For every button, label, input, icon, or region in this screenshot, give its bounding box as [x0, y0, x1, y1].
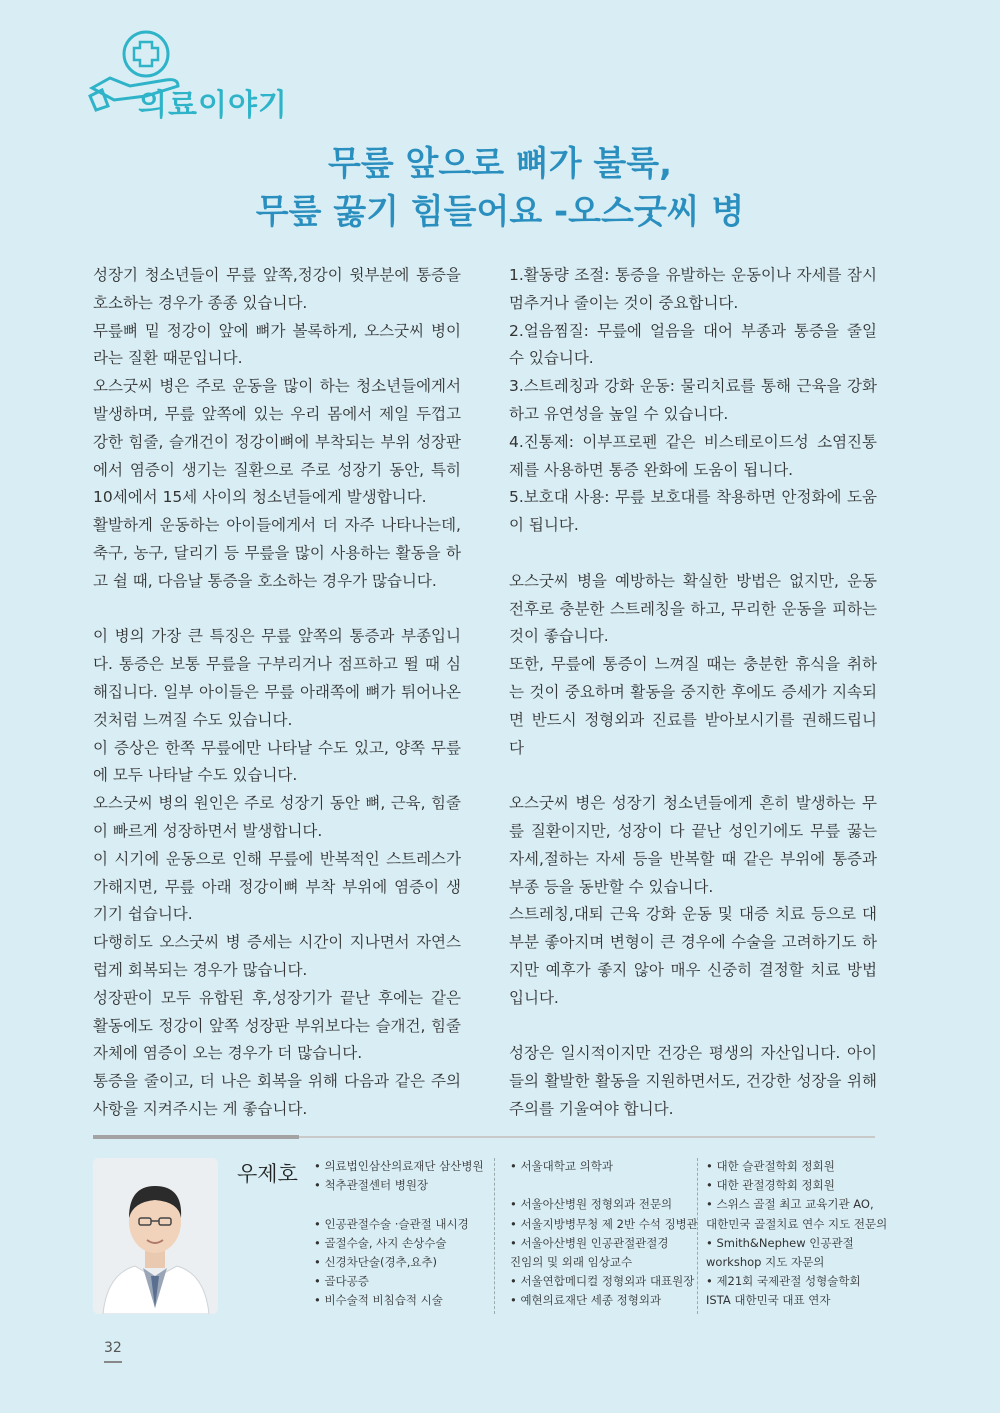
credential-item: • 신경차단술(경추,요추) — [314, 1255, 438, 1269]
doctor-photo — [93, 1158, 218, 1314]
paragraph: 이 병의 가장 큰 특징은 무릎 앞쪽의 통증과 부종입니다. 통증은 보통 무릎을 구부리거나 점프하고 뛸 때 심해집니다. 일부 아이들은 무릎 아래쪽에 뼈가 튀어나온 것처럼 느껴질 수도 있습니다. — [93, 627, 461, 729]
paragraph: 무릎뼈 밑 정강이 앞에 뼈가 볼록하게, 오스굿씨 병이라는 질환 때문입니다. — [93, 321, 461, 368]
paragraph: 또한, 무릎에 통증이 느껴질 때는 충분한 휴식을 취하는 것이 중요하며 활동을 중지한 후에도 증세가 지속되면 반드시 정형외과 진료를 받아보시기를 권해드립니다 — [509, 655, 877, 757]
paragraph: 4.진통제: 이부프로펜 같은 비스테로이드성 소염진통제를 사용하면 통증 완화에 도움이 됩니다. — [509, 432, 877, 479]
paragraph: 이 증상은 한쪽 무릎에만 나타날 수도 있고, 양쪽 무릎에 모두 나타날 수도 있습니다. — [93, 738, 461, 785]
divider-accent — [93, 1135, 299, 1139]
paragraph: 오스굿씨 병의 원인은 주로 성장기 동안 뼈, 근육, 힘줄이 빠르게 성장하면서 발생합니다. — [93, 794, 461, 840]
credential-item: • 대한 슬관절학회 정회원 — [706, 1159, 835, 1173]
doctor-info-col-2 — [510, 1157, 698, 1311]
page-number-underline — [104, 1361, 122, 1363]
credential-item: workshop 지도 자문의 — [706, 1255, 825, 1270]
paragraph-gap — [93, 596, 461, 624]
credential-item: • 서울아산병원 정형외과 전문의 — [510, 1197, 673, 1212]
credential-item: • 서울지방병무청 제 2반 수석 징병관 — [510, 1216, 698, 1231]
title-line-1: 무릎 앞으로 뼈가 불룩, — [327, 144, 673, 184]
paragraph: 다행히도 오스굿씨 병 증세는 시간이 지나면서 자연스럽게 회복되는 경우가 많습니다. — [93, 933, 461, 979]
separator — [697, 1158, 698, 1314]
list-spacer — [314, 1195, 484, 1214]
credential-item: • 서울대학교 의학과 — [510, 1159, 613, 1173]
credential-item: • 골절수술, 사지 손상수술 — [314, 1235, 447, 1250]
paragraph: 성장판이 모두 유합된 후,성장기가 끝난 후에는 같은 활동에도 정강이 앞쪽 성장판 부위보다는 슬개건, 힘줄 자체에 염증이 오는 경우가 더 많습니다. — [93, 988, 461, 1063]
credential-item: 대한민국 골절치료 연수 지도 전문의 — [706, 1216, 888, 1231]
credential-item: • 서울아산병원 인공관절관절경 — [510, 1235, 669, 1250]
paragraph: 2.얼음찜질: 무릎에 얼음을 대어 부종과 통증을 줄일 수 있습니다. — [509, 321, 877, 368]
credential-item: • 의료법인삼산의료재단 삼산병원 — [314, 1159, 484, 1173]
credential-item: • 제21회 국제관절 성형술학회 — [706, 1274, 861, 1289]
paragraph-gap — [509, 762, 877, 790]
credential-item: • 비수술적 비침습적 시술 — [314, 1293, 443, 1308]
credential-item: 진임의 및 외래 임상교수 — [510, 1255, 633, 1269]
article-title — [0, 140, 1000, 236]
credential-item: • 스위스 골절 최고 교육기관 AO, — [706, 1197, 874, 1212]
doctor-info-col-3 — [706, 1157, 887, 1311]
paragraph: 1.활동량 조절: 통증을 유발하는 운동이나 자세를 잠시 멈추거나 줄이는 것이 중요합니다. — [509, 266, 877, 312]
credential-item: • 척추관절센터 병원장 — [314, 1178, 429, 1193]
paragraph: 3.스트레칭과 강화 운동: 물리치료를 통해 근육을 강화하고 유연성을 높일 수 있습니다. — [509, 377, 877, 423]
paragraph-gap — [509, 540, 877, 568]
paragraph: 5.보호대 사용: 무릎 보호대를 착용하면 안정화에 도움이 됩니다. — [509, 488, 877, 535]
credential-item: • 골다공증 — [314, 1274, 369, 1289]
doctor-portrait-icon — [93, 1158, 218, 1314]
paragraph: 오스굿씨 병을 예방하는 확실한 방법은 없지만, 운동 전후로 충분한 스트레칭을 하고, 무리한 운동을 피하는 것이 좋습니다. — [509, 571, 877, 646]
paragraph: 성장기 청소년들이 무릎 앞쪽,정강이 윗부분에 통증을 호소하는 경우가 종종 있습니다. — [93, 266, 461, 312]
paragraph-gap — [509, 1013, 877, 1041]
credential-item: ISTA 대한민국 대표 연자 — [706, 1293, 831, 1308]
doctor-info-col-1 — [314, 1157, 484, 1311]
credential-item: • Smith&Nephew 인공관절 — [706, 1235, 854, 1250]
list-spacer — [510, 1176, 698, 1195]
credential-item: • 예현의료재단 세종 정형외과 — [510, 1293, 662, 1308]
page-number: 32 — [104, 1340, 122, 1356]
paragraph: 성장은 일시적이지만 건강은 평생의 자산입니다. 아이들의 활발한 활동을 지원하면서도, 건강한 성장을 위해 주의를 기울여야 합니다. — [509, 1044, 877, 1118]
paragraph: 스트레칭,대퇴 근육 강화 운동 및 대증 치료 등으로 대부분 좋아지며 변형이 큰 경우에 수술을 고려하기도 하지만 예후가 좋지 않아 매우 신중히 결정할 치료 방법입니다. — [509, 905, 877, 1007]
paragraph: 오스굿씨 병은 성장기 청소년들에게 흔히 발생하는 무릎 질환이지만, 성장이 다 끝난 성인기에도 무릎 꿇는 자세,절하는 자세 등을 반복할 때 같은 부위에 통증과 부종 등을 동반할 수 있습니다. — [509, 794, 877, 896]
title-line-2: 무릎 꿇기 힘들어요 -오스굿씨 병 — [255, 192, 745, 232]
credential-item: • 서울연합메디컬 정형외과 대표원장 — [510, 1274, 695, 1289]
paragraph: 통증을 줄이고, 더 나은 회복을 위해 다음과 같은 주의 사항을 지켜주시는 게 좋습니다. — [93, 1072, 461, 1118]
left-column — [93, 262, 461, 1124]
separator — [494, 1158, 495, 1314]
right-column — [509, 262, 877, 1124]
paragraph: 오스굿씨 병은 주로 운동을 많이 하는 청소년들에게서 발생하며, 무릎 앞쪽에 있는 우리 몸에서 제일 두껍고 강한 힘줄, 슬개건이 정강이뼈에 부착되는 부위 성장판에서 염증이 생기는 질환으로 주로 성장기 동안, 특히 10세에서 15세 사이의 청소년들에게 발생합니다. — [93, 377, 461, 507]
credential-item: • 인공관절수술 ·슬관절 내시경 — [314, 1216, 469, 1231]
doctor-name: 우제호 — [237, 1162, 298, 1186]
paragraph: 이 시기에 운동으로 인해 무릎에 반복적인 스트레스가 가해지면, 무릎 아래 정강이뼈 부착 부위에 염증이 생기기 쉽습니다. — [93, 849, 461, 924]
section-label: 의료이야기 — [138, 88, 288, 123]
credential-item: • 대한 관절경학회 정회원 — [706, 1178, 835, 1193]
paragraph: 활발하게 운동하는 아이들에게서 더 자주 나타나는데, 축구, 농구, 달리기 등 무릎을 많이 사용하는 활동을 하고 쉴 때, 다음날 통증을 호소하는 경우가 많습니다. — [93, 516, 461, 590]
